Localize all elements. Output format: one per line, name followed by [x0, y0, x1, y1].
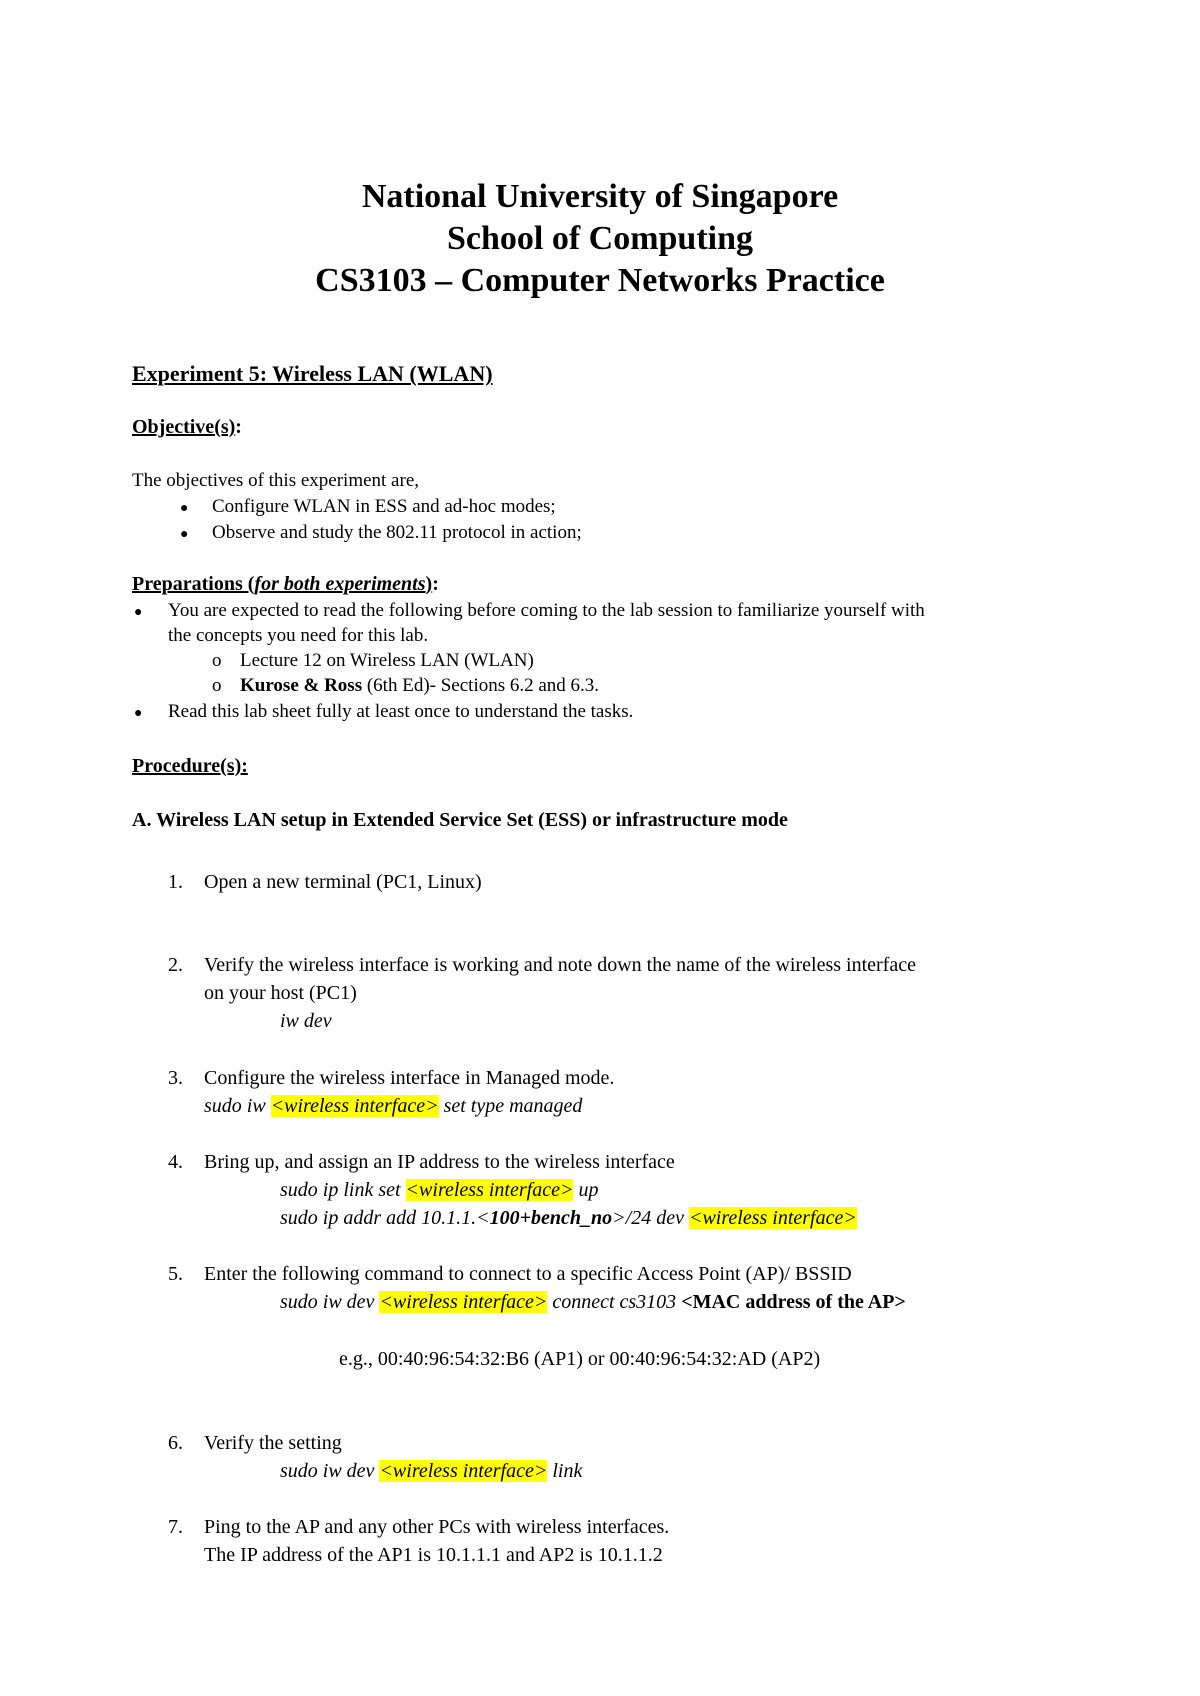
section-a-heading: A. Wireless LAN setup in Extended Service Set (ESS) or infrastructure mode — [132, 809, 788, 831]
bullet-icon: ● — [134, 605, 143, 620]
step-number: 4. — [168, 1151, 183, 1173]
step-number: 7. — [168, 1516, 183, 1538]
step-number: 3. — [168, 1067, 183, 1089]
step-text: Ping to the AP and any other PCs with wireless interfaces. — [204, 1516, 670, 1538]
placeholder-highlight: <wireless interface> — [688, 1207, 857, 1229]
step-text: Verify the setting — [204, 1432, 342, 1454]
command-text: iw dev — [280, 1010, 332, 1032]
command-text: sudo ip link set <wireless interface> up — [280, 1179, 599, 1201]
command-text: sudo iw dev <wireless interface> connect cs3103 <MAC address of the AP> — [280, 1291, 906, 1313]
step-text-cont: The IP address of the AP1 is 10.1.1.1 and AP2 is 10.1.1.2 — [204, 1544, 663, 1566]
step-number: 5. — [168, 1263, 183, 1285]
preparations-heading: Preparations (for both experiments): — [132, 573, 439, 595]
sub-bullet-icon: o — [212, 675, 222, 696]
sub-bullet-icon: o — [212, 650, 222, 671]
step-text: Bring up, and assign an IP address to the wireless interface — [204, 1151, 675, 1173]
step-text: Verify the wireless interface is working and note down the name of the wireless interface — [204, 954, 916, 976]
step-text: Configure the wireless interface in Managed mode. — [204, 1067, 615, 1089]
bullet-icon: ● — [180, 527, 189, 542]
placeholder-highlight: <wireless interface> — [270, 1095, 439, 1117]
placeholder-highlight: <wireless interface> — [405, 1179, 574, 1201]
step-text: Open a new terminal (PC1, Linux) — [204, 871, 482, 893]
command-text: sudo iw <wireless interface> set type managed — [204, 1095, 583, 1117]
objectives-heading: Objective(s): — [132, 416, 242, 438]
step-number: 1. — [168, 871, 183, 893]
bullet-icon: ● — [180, 501, 189, 516]
preparation-subitem: Kurose & Ross (6th Ed)- Sections 6.2 and 6.3. — [240, 675, 600, 696]
example-text: e.g., 00:40:96:54:32:B6 (AP1) or 00:40:96:54:32:AD (AP2) — [339, 1348, 821, 1370]
preparation-item: You are expected to read the following before coming to the lab session to familiarize yourself with — [168, 600, 925, 621]
university-title: National University of Singapore — [361, 178, 839, 215]
preparation-item-cont: the concepts you need for this lab. — [168, 625, 429, 646]
experiment-title: Experiment 5: Wireless LAN (WLAN) — [132, 361, 493, 386]
placeholder-highlight: <wireless interface> — [379, 1291, 548, 1313]
command-text: sudo iw dev <wireless interface> link — [280, 1460, 583, 1482]
objective-item: Configure WLAN in ESS and ad-hoc modes; — [212, 496, 556, 517]
step-number: 2. — [168, 954, 183, 976]
placeholder-highlight: <wireless interface> — [379, 1460, 548, 1482]
step-number: 6. — [168, 1432, 183, 1454]
command-text: sudo ip addr add 10.1.1.<100+bench_no>/24 dev <wireless interface> — [280, 1207, 857, 1229]
objectives-intro: The objectives of this experiment are, — [132, 470, 420, 491]
step-text: Enter the following command to connect to a specific Access Point (AP)/ BSSID — [204, 1263, 852, 1285]
procedure-heading: Procedure(s): — [132, 755, 248, 777]
preparation-subitem: Lecture 12 on Wireless LAN (WLAN) — [240, 650, 534, 671]
bullet-icon: ● — [134, 706, 143, 721]
school-title: School of Computing — [446, 220, 754, 257]
preparation-item: Read this lab sheet fully at least once to understand the tasks. — [168, 701, 634, 722]
course-title: CS3103 – Computer Networks Practice — [315, 262, 885, 299]
objective-item: Observe and study the 802.11 protocol in action; — [212, 522, 582, 543]
step-text-cont: on your host (PC1) — [204, 982, 357, 1004]
